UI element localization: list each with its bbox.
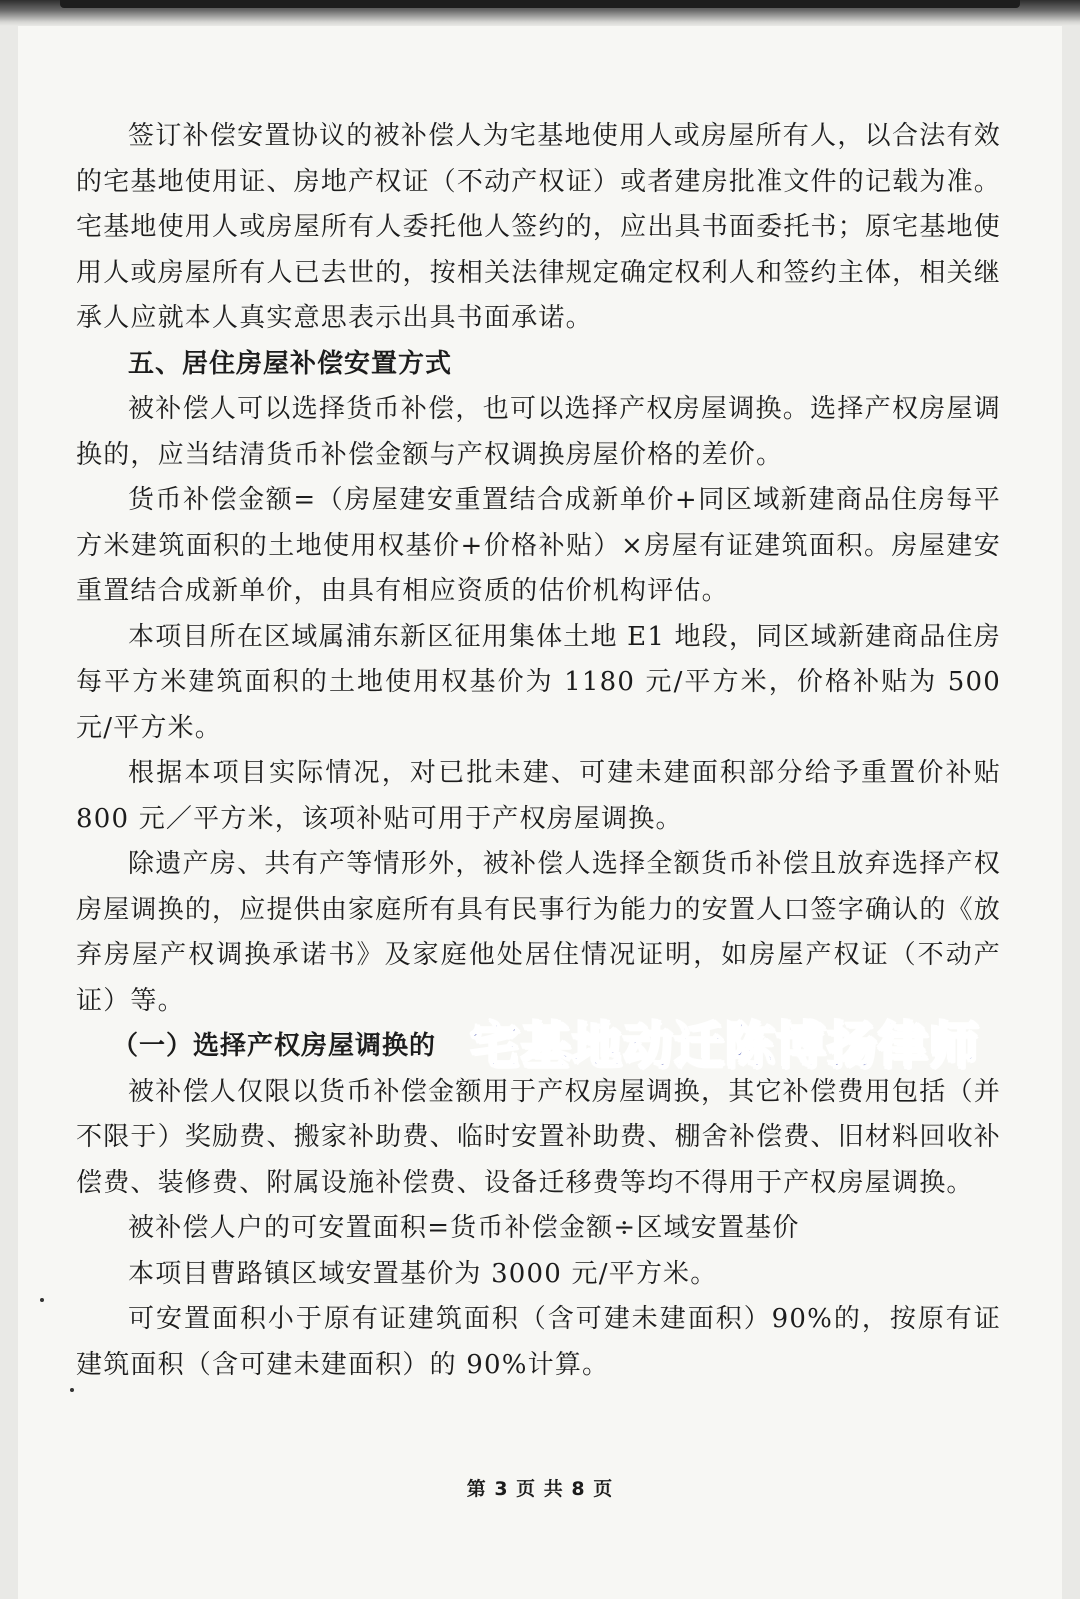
scan-top-edge	[0, 0, 1080, 26]
paragraph-area-base-price: 本项目曹路镇区域安置基价为 3000 元/平方米。	[128, 1258, 718, 1289]
paragraph-ninety-percent: 可安置面积小于原有证建筑面积（含可建未建面积）90%的，按原有证建筑面积（含可建未建面积）的 90%计算。	[76, 1304, 1001, 1380]
scan-speck	[40, 1298, 44, 1302]
document-page	[18, 26, 1062, 1599]
paragraph-compensation-choice: 被补偿人可以选择货币补偿，也可以选择产权房屋调换。选择产权房屋调换的，应当结清货币补偿金额与产权调换房屋价格的差价。	[76, 394, 1001, 470]
paragraph-signing-party: 签订补偿安置协议的被补偿人为宅基地使用人或房屋所有人，以合法有效的宅基地使用证、房地产权证（不动产权证）或者建房批准文件的记载为准。宅基地使用人或房屋所有人委托他人签约的，应出具书面委托书；原宅基地使用人或房屋所有人已去世的，按相关法律规定确定权利人和签约主体，相关继承人应就本人真实意思表示出具书面承诺。	[76, 121, 1001, 333]
section-heading-five: 五、居住房屋补偿安置方式	[128, 348, 453, 379]
document-body	[76, 114, 1001, 1388]
paragraph-subsidy: 根据本项目实际情况，对已批未建、可建未建面积部分给予重置价补贴 800 元／平方米，该项补贴可用于产权房屋调换。	[76, 758, 1001, 834]
paragraph-exchange-limits: 被补偿人仅限以货币补偿金额用于产权房屋调换，其它补偿费用包括（并不限于）奖励费、搬家补助费、临时安置补助费、棚舍补偿费、旧材料回收补偿费、装修费、附属设施补偿费、设备迁移费等均不得用于产权房屋调换。	[76, 1076, 1001, 1198]
scan-speck	[70, 1388, 74, 1392]
watermark-text: 宅基地动迁陈博扬律师	[470, 1017, 980, 1075]
scanner-bar	[60, 0, 1020, 8]
paragraph-base-price: 本项目所在区域属浦东新区征用集体土地 E1 地段，同区域新建商品住房每平方米建筑面积的土地使用权基价为 1180 元/平方米，价格补贴为 500 元/平方米。	[76, 621, 1001, 743]
paragraph-full-cash: 除遗产房、共有产等情形外，被补偿人选择全额货币补偿且放弃选择产权房屋调换的，应提供由家庭所有具有民事行为能力的安置人口签字确认的《放弃房屋产权调换承诺书》及家庭他处居住情况证明，如房屋产权证（不动产证）等。	[76, 849, 1001, 1016]
paragraph-area-formula: 被补偿人户的可安置面积=货币补偿金额÷区域安置基价	[128, 1213, 800, 1243]
subsection-heading-one: （一）选择产权房屋调换的	[112, 1031, 437, 1061]
page-number: 第 3 页 共 8 页	[466, 1478, 614, 1500]
paragraph-formula: 货币补偿金额=（房屋建安重置结合成新单价+同区域新建商品住房每平方米建筑面积的土地使用权基价+价格补贴）×房屋有证建筑面积。房屋建安重置结合成新单价，由具有相应资质的估价机构评估。	[76, 485, 1001, 606]
